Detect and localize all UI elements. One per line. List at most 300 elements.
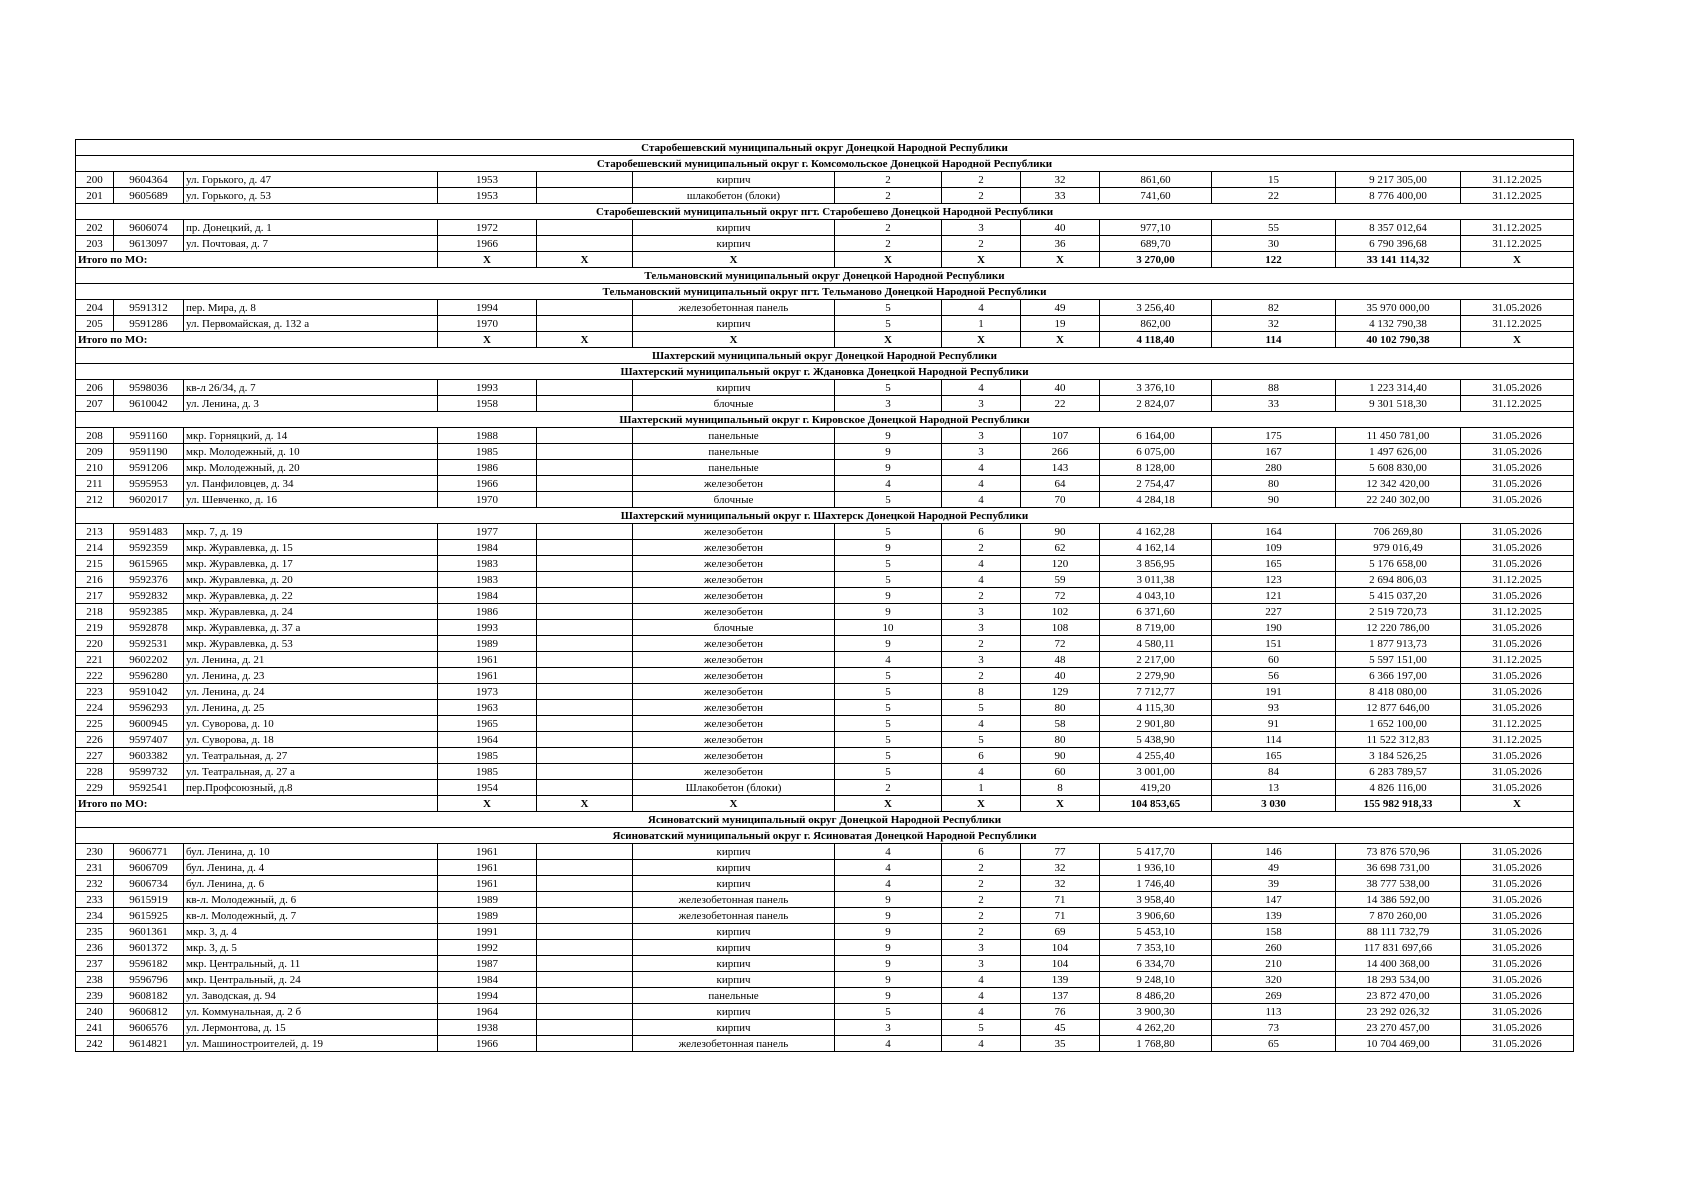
total-cell: Х — [1461, 796, 1574, 812]
table-cell: 200 — [76, 172, 114, 188]
table-cell: железобетон — [633, 636, 835, 652]
table-row — [76, 892, 1574, 908]
table-row — [76, 732, 1574, 748]
table-cell: 114 — [1212, 732, 1336, 748]
table-cell: 8 776 400,00 — [1336, 188, 1461, 204]
table-cell: 234 — [76, 908, 114, 924]
table-cell: 2 — [835, 236, 942, 252]
table-cell: 2 — [835, 172, 942, 188]
table-cell: 9598036 — [114, 380, 184, 396]
table-cell: 1985 — [438, 748, 537, 764]
table-cell: 31.12.2025 — [1461, 716, 1574, 732]
table-cell: 2 519 720,73 — [1336, 604, 1461, 620]
table-cell: 3 856,95 — [1100, 556, 1212, 572]
table-cell: 9610042 — [114, 396, 184, 412]
table-cell: 9 — [835, 428, 942, 444]
region-title: Ясиноватский муниципальный округ Донецкой Народной Республики — [76, 812, 1574, 828]
table-row — [76, 556, 1574, 572]
table-cell: 48 — [1021, 652, 1100, 668]
table-cell: 9 — [835, 892, 942, 908]
region-title: Шахтерский муниципальный округ г. Ждановка Донецкой Народной Республики — [76, 364, 1574, 380]
table-row — [76, 652, 1574, 668]
table-cell: 31.05.2026 — [1461, 940, 1574, 956]
table-row — [76, 940, 1574, 956]
table-cell: 4 — [835, 844, 942, 860]
table-cell: 2 — [942, 236, 1021, 252]
table-cell: 1966 — [438, 236, 537, 252]
total-cell: Х — [835, 796, 942, 812]
table-cell — [537, 380, 633, 396]
table-row — [76, 604, 1574, 620]
table-cell: ул. Театральная, д. 27 а — [184, 764, 438, 780]
total-cell: Х — [1461, 252, 1574, 268]
table-cell: 4 — [835, 476, 942, 492]
table-row — [76, 188, 1574, 204]
table-cell: железобетон — [633, 700, 835, 716]
table-row — [76, 716, 1574, 732]
table-cell: 6 790 396,68 — [1336, 236, 1461, 252]
table-cell: 9 — [835, 604, 942, 620]
table-cell: 33 — [1212, 396, 1336, 412]
table-cell: 238 — [76, 972, 114, 988]
table-cell: 104 — [1021, 940, 1100, 956]
table-body — [76, 140, 1574, 1052]
table-cell: 72 — [1021, 636, 1100, 652]
table-cell: 4 — [942, 716, 1021, 732]
table-cell: 175 — [1212, 428, 1336, 444]
table-cell: 2 — [942, 892, 1021, 908]
table-cell: 5 — [835, 684, 942, 700]
table-cell: 4 — [942, 572, 1021, 588]
table-cell: 210 — [76, 460, 114, 476]
table-cell: железобетон — [633, 668, 835, 684]
table-row — [76, 684, 1574, 700]
total-cell: Х — [537, 796, 633, 812]
table-cell: 31.05.2026 — [1461, 1020, 1574, 1036]
table-cell: 84 — [1212, 764, 1336, 780]
table-cell: 18 293 534,00 — [1336, 972, 1461, 988]
total-cell: 104 853,65 — [1100, 796, 1212, 812]
table-cell: 8 128,00 — [1100, 460, 1212, 476]
table-cell: ул. Машиностроителей, д. 19 — [184, 1036, 438, 1052]
table-cell: 3 376,10 — [1100, 380, 1212, 396]
table-row — [76, 540, 1574, 556]
table-cell: 167 — [1212, 444, 1336, 460]
table-cell: 31.05.2026 — [1461, 700, 1574, 716]
table-cell: 13 — [1212, 780, 1336, 796]
table-cell: 9601372 — [114, 940, 184, 956]
table-cell: 4 — [835, 876, 942, 892]
table-cell: 31.05.2026 — [1461, 524, 1574, 540]
table-cell: 1 936,10 — [1100, 860, 1212, 876]
table-cell: 228 — [76, 764, 114, 780]
total-label: Итого по МО: — [76, 332, 438, 348]
table-cell: 205 — [76, 316, 114, 332]
table-cell: кирпич — [633, 844, 835, 860]
table-cell: 232 — [76, 876, 114, 892]
region-title: Тельмановский муниципальный округ пгт. Тельманово Донецкой Народной Республики — [76, 284, 1574, 300]
table-cell: 3 011,38 — [1100, 572, 1212, 588]
table-cell: кирпич — [633, 380, 835, 396]
table-cell: 11 522 312,83 — [1336, 732, 1461, 748]
table-cell: бул. Ленина, д. 10 — [184, 844, 438, 860]
total-cell: Х — [633, 332, 835, 348]
table-row — [76, 428, 1574, 444]
table-cell: 1993 — [438, 380, 537, 396]
region-title: Старобешевский муниципальный округ пгт. Старобешево Донецкой Народной Республики — [76, 204, 1574, 220]
table-cell: железобетонная панель — [633, 908, 835, 924]
table-cell: 5 — [835, 1004, 942, 1020]
table-cell: 31.05.2026 — [1461, 476, 1574, 492]
table-row — [76, 876, 1574, 892]
table-cell: 139 — [1021, 972, 1100, 988]
table-cell: 6 371,60 — [1100, 604, 1212, 620]
table-cell: 1963 — [438, 700, 537, 716]
table-cell: 9 — [835, 588, 942, 604]
table-cell — [537, 620, 633, 636]
region-title: Тельмановский муниципальный округ Донецкой Народной Республики — [76, 268, 1574, 284]
table-cell: 30 — [1212, 236, 1336, 252]
table-cell: 15 — [1212, 172, 1336, 188]
table-cell: 1 — [942, 316, 1021, 332]
table-cell — [537, 908, 633, 924]
region-title: Старобешевский муниципальный округ г. Комсомольское Донецкой Народной Республики — [76, 156, 1574, 172]
table-cell: 165 — [1212, 748, 1336, 764]
table-cell: 9592541 — [114, 780, 184, 796]
table-cell: 4 — [835, 1036, 942, 1052]
table-cell: мкр. Журавлевка, д. 53 — [184, 636, 438, 652]
table-cell: бул. Ленина, д. 6 — [184, 876, 438, 892]
table-cell: 158 — [1212, 924, 1336, 940]
table-cell: 32 — [1021, 172, 1100, 188]
table-cell: кирпич — [633, 972, 835, 988]
table-cell: 31.05.2026 — [1461, 588, 1574, 604]
table-cell: мкр. Горняцкий, д. 14 — [184, 428, 438, 444]
table-cell: 5 — [835, 316, 942, 332]
table-cell: 3 — [835, 1020, 942, 1036]
table-cell: 9614821 — [114, 1036, 184, 1052]
table-cell: 419,20 — [1100, 780, 1212, 796]
table-cell: 979 016,49 — [1336, 540, 1461, 556]
table-cell: 226 — [76, 732, 114, 748]
table-cell: 8 719,00 — [1100, 620, 1212, 636]
table-cell: 164 — [1212, 524, 1336, 540]
region-header-row — [76, 364, 1574, 380]
table-cell: 9 — [835, 540, 942, 556]
table-cell: 5 — [835, 732, 942, 748]
table-cell: 165 — [1212, 556, 1336, 572]
table-cell: 137 — [1021, 988, 1100, 1004]
table-cell: 59 — [1021, 572, 1100, 588]
table-cell: 1984 — [438, 972, 537, 988]
total-cell: Х — [1021, 796, 1100, 812]
table-cell: 4 — [942, 1036, 1021, 1052]
table-cell: 151 — [1212, 636, 1336, 652]
table-cell: 14 386 592,00 — [1336, 892, 1461, 908]
table-cell — [537, 460, 633, 476]
table-cell: 237 — [76, 956, 114, 972]
table-cell: 9 — [835, 956, 942, 972]
table-cell: 266 — [1021, 444, 1100, 460]
table-row — [76, 524, 1574, 540]
table-cell: 12 342 420,00 — [1336, 476, 1461, 492]
table-cell: 4 132 790,38 — [1336, 316, 1461, 332]
table-cell: 31.12.2025 — [1461, 732, 1574, 748]
table-cell: 2 694 806,03 — [1336, 572, 1461, 588]
table-cell: ул. Горького, д. 47 — [184, 172, 438, 188]
table-cell: 9 — [835, 972, 942, 988]
table-cell: кирпич — [633, 1020, 835, 1036]
table-row — [76, 636, 1574, 652]
table-cell: панельные — [633, 988, 835, 1004]
table-cell: 22 — [1212, 188, 1336, 204]
table-cell: 211 — [76, 476, 114, 492]
table-row — [76, 700, 1574, 716]
total-cell: 155 982 918,33 — [1336, 796, 1461, 812]
table-cell: 4 162,14 — [1100, 540, 1212, 556]
table-cell: 1966 — [438, 1036, 537, 1052]
table-row — [76, 764, 1574, 780]
table-row — [76, 572, 1574, 588]
table-cell: пер. Мира, д. 8 — [184, 300, 438, 316]
table-cell: 5 — [942, 732, 1021, 748]
table-cell: 3 — [942, 428, 1021, 444]
table-cell: 242 — [76, 1036, 114, 1052]
table-cell: 117 831 697,66 — [1336, 940, 1461, 956]
table-cell: 31.05.2026 — [1461, 780, 1574, 796]
region-title: Ясиноватский муниципальный округ г. Ясиноватая Донецкой Народной Республики — [76, 828, 1574, 844]
table-cell: 62 — [1021, 540, 1100, 556]
table-cell: 1 652 100,00 — [1336, 716, 1461, 732]
table-cell: 1992 — [438, 940, 537, 956]
table-cell: 31.05.2026 — [1461, 908, 1574, 924]
table-cell: 218 — [76, 604, 114, 620]
table-cell: 31.05.2026 — [1461, 876, 1574, 892]
table-cell: 5 — [835, 380, 942, 396]
table-cell: 9 217 305,00 — [1336, 172, 1461, 188]
table-cell: 1994 — [438, 300, 537, 316]
table-cell: 32 — [1021, 876, 1100, 892]
table-cell: 9615925 — [114, 908, 184, 924]
table-cell: 146 — [1212, 844, 1336, 860]
table-cell — [537, 988, 633, 1004]
table-cell: 1991 — [438, 924, 537, 940]
table-cell: 49 — [1021, 300, 1100, 316]
table-cell: 260 — [1212, 940, 1336, 956]
table-row — [76, 620, 1574, 636]
table-cell: 1965 — [438, 716, 537, 732]
table-cell: 1966 — [438, 476, 537, 492]
table-cell: 108 — [1021, 620, 1100, 636]
total-cell: 3 030 — [1212, 796, 1336, 812]
table-cell: 6 — [942, 844, 1021, 860]
table-cell: 55 — [1212, 220, 1336, 236]
table-cell: 9606074 — [114, 220, 184, 236]
table-cell: кирпич — [633, 940, 835, 956]
table-cell: 1989 — [438, 636, 537, 652]
table-cell: 9592376 — [114, 572, 184, 588]
total-cell: Х — [438, 332, 537, 348]
table-cell — [537, 172, 633, 188]
table-cell — [537, 716, 633, 732]
table-cell — [537, 892, 633, 908]
table-cell — [537, 700, 633, 716]
table-cell — [537, 668, 633, 684]
table-cell: 88 111 732,79 — [1336, 924, 1461, 940]
table-cell: 10 704 469,00 — [1336, 1036, 1461, 1052]
table-cell: 4 162,28 — [1100, 524, 1212, 540]
region-header-row — [76, 204, 1574, 220]
table-cell: 9603382 — [114, 748, 184, 764]
table-cell: 230 — [76, 844, 114, 860]
table-cell: 71 — [1021, 908, 1100, 924]
table-cell: 88 — [1212, 380, 1336, 396]
table-cell: железобетонная панель — [633, 1036, 835, 1052]
table-cell: 93 — [1212, 700, 1336, 716]
table-cell: 1977 — [438, 524, 537, 540]
table-row — [76, 300, 1574, 316]
table-cell: 4 — [942, 556, 1021, 572]
table-cell: кирпич — [633, 220, 835, 236]
table-cell: 9602202 — [114, 652, 184, 668]
table-cell: 9 — [835, 908, 942, 924]
table-cell — [537, 604, 633, 620]
table-cell: 190 — [1212, 620, 1336, 636]
table-cell: 4 255,40 — [1100, 748, 1212, 764]
table-cell: 3 — [942, 940, 1021, 956]
table-cell: 77 — [1021, 844, 1100, 860]
table-cell: 225 — [76, 716, 114, 732]
table-cell: 31.05.2026 — [1461, 892, 1574, 908]
table-cell: 223 — [76, 684, 114, 700]
total-cell: 33 141 114,32 — [1336, 252, 1461, 268]
table-cell: 1993 — [438, 620, 537, 636]
table-cell: 129 — [1021, 684, 1100, 700]
table-row — [76, 492, 1574, 508]
table-cell: 23 292 026,32 — [1336, 1004, 1461, 1020]
table-cell: 1953 — [438, 188, 537, 204]
table-cell: мкр. Журавлевка, д. 24 — [184, 604, 438, 620]
table-cell — [537, 396, 633, 412]
table-cell: 5 608 830,00 — [1336, 460, 1461, 476]
table-cell: 9 301 518,30 — [1336, 396, 1461, 412]
table-cell: мкр. Журавлевка, д. 20 — [184, 572, 438, 588]
table-cell: 31.05.2026 — [1461, 540, 1574, 556]
table-cell: 1958 — [438, 396, 537, 412]
table-cell: 113 — [1212, 1004, 1336, 1020]
table-cell — [537, 684, 633, 700]
table-cell: 9606812 — [114, 1004, 184, 1020]
table-cell: 9596796 — [114, 972, 184, 988]
table-cell: 80 — [1021, 700, 1100, 716]
total-cell: 40 102 790,38 — [1336, 332, 1461, 348]
table-cell: 64 — [1021, 476, 1100, 492]
table-cell: 31.05.2026 — [1461, 972, 1574, 988]
table-cell: 22 240 302,00 — [1336, 492, 1461, 508]
table-cell: 1994 — [438, 988, 537, 1004]
table-cell: 107 — [1021, 428, 1100, 444]
table-cell — [537, 652, 633, 668]
table-cell: ул. Ленина, д. 23 — [184, 668, 438, 684]
table-cell: 209 — [76, 444, 114, 460]
table-cell: кв-л. Молодежный, д. 7 — [184, 908, 438, 924]
table-cell: 9 — [835, 444, 942, 460]
table-cell: 56 — [1212, 668, 1336, 684]
region-header-row — [76, 812, 1574, 828]
table-cell: 12 877 646,00 — [1336, 700, 1461, 716]
table-cell — [537, 924, 633, 940]
table-cell: 227 — [1212, 604, 1336, 620]
table-cell: 7 870 260,00 — [1336, 908, 1461, 924]
total-cell: 114 — [1212, 332, 1336, 348]
table-cell: панельные — [633, 444, 835, 460]
region-title: Шахтерский муниципальный округ Донецкой Народной Республики — [76, 348, 1574, 364]
table-cell: 32 — [1021, 860, 1100, 876]
table-cell: 9605689 — [114, 188, 184, 204]
table-cell: 1989 — [438, 892, 537, 908]
table-row — [76, 316, 1574, 332]
table-cell — [537, 428, 633, 444]
table-cell: 1961 — [438, 876, 537, 892]
table-cell — [537, 764, 633, 780]
table-cell: 40 — [1021, 668, 1100, 684]
table-cell: 4 — [835, 860, 942, 876]
table-cell: 1 768,80 — [1100, 1036, 1212, 1052]
table-cell: 90 — [1212, 492, 1336, 508]
table-cell: блочные — [633, 492, 835, 508]
table-cell: 1961 — [438, 652, 537, 668]
table-cell: 60 — [1021, 764, 1100, 780]
table-row — [76, 460, 1574, 476]
table-cell — [537, 540, 633, 556]
table-cell: 3 — [942, 956, 1021, 972]
table-cell: 3 — [942, 604, 1021, 620]
table-cell: железобетон — [633, 572, 835, 588]
table-cell: 5 — [835, 572, 942, 588]
table-row — [76, 668, 1574, 684]
table-cell: 3 — [942, 444, 1021, 460]
table-cell: 65 — [1212, 1036, 1336, 1052]
table-cell — [537, 1004, 633, 1020]
table-cell: 31.05.2026 — [1461, 460, 1574, 476]
table-cell: 5 — [835, 764, 942, 780]
total-label: Итого по МО: — [76, 796, 438, 812]
table-cell: 9606734 — [114, 876, 184, 892]
table-cell: 1972 — [438, 220, 537, 236]
table-cell: 1961 — [438, 844, 537, 860]
table-cell: 2 901,80 — [1100, 716, 1212, 732]
table-cell: 1 877 913,73 — [1336, 636, 1461, 652]
table-cell: 9601361 — [114, 924, 184, 940]
table-cell: 80 — [1212, 476, 1336, 492]
table-cell: 5 — [835, 716, 942, 732]
table-cell: 689,70 — [1100, 236, 1212, 252]
table-cell: 5 — [835, 300, 942, 316]
table-cell: мкр. Молодежный, д. 20 — [184, 460, 438, 476]
table-row — [76, 988, 1574, 1004]
table-cell: 320 — [1212, 972, 1336, 988]
table-cell — [537, 956, 633, 972]
table-cell: 6 075,00 — [1100, 444, 1212, 460]
table-cell: 9591160 — [114, 428, 184, 444]
table-cell: 1985 — [438, 444, 537, 460]
table-cell: 2 824,07 — [1100, 396, 1212, 412]
table-cell: шлакобетон (блоки) — [633, 188, 835, 204]
table-cell: 76 — [1021, 1004, 1100, 1020]
table-cell: 210 — [1212, 956, 1336, 972]
table-cell: 1 — [942, 780, 1021, 796]
table-cell: 9591286 — [114, 316, 184, 332]
